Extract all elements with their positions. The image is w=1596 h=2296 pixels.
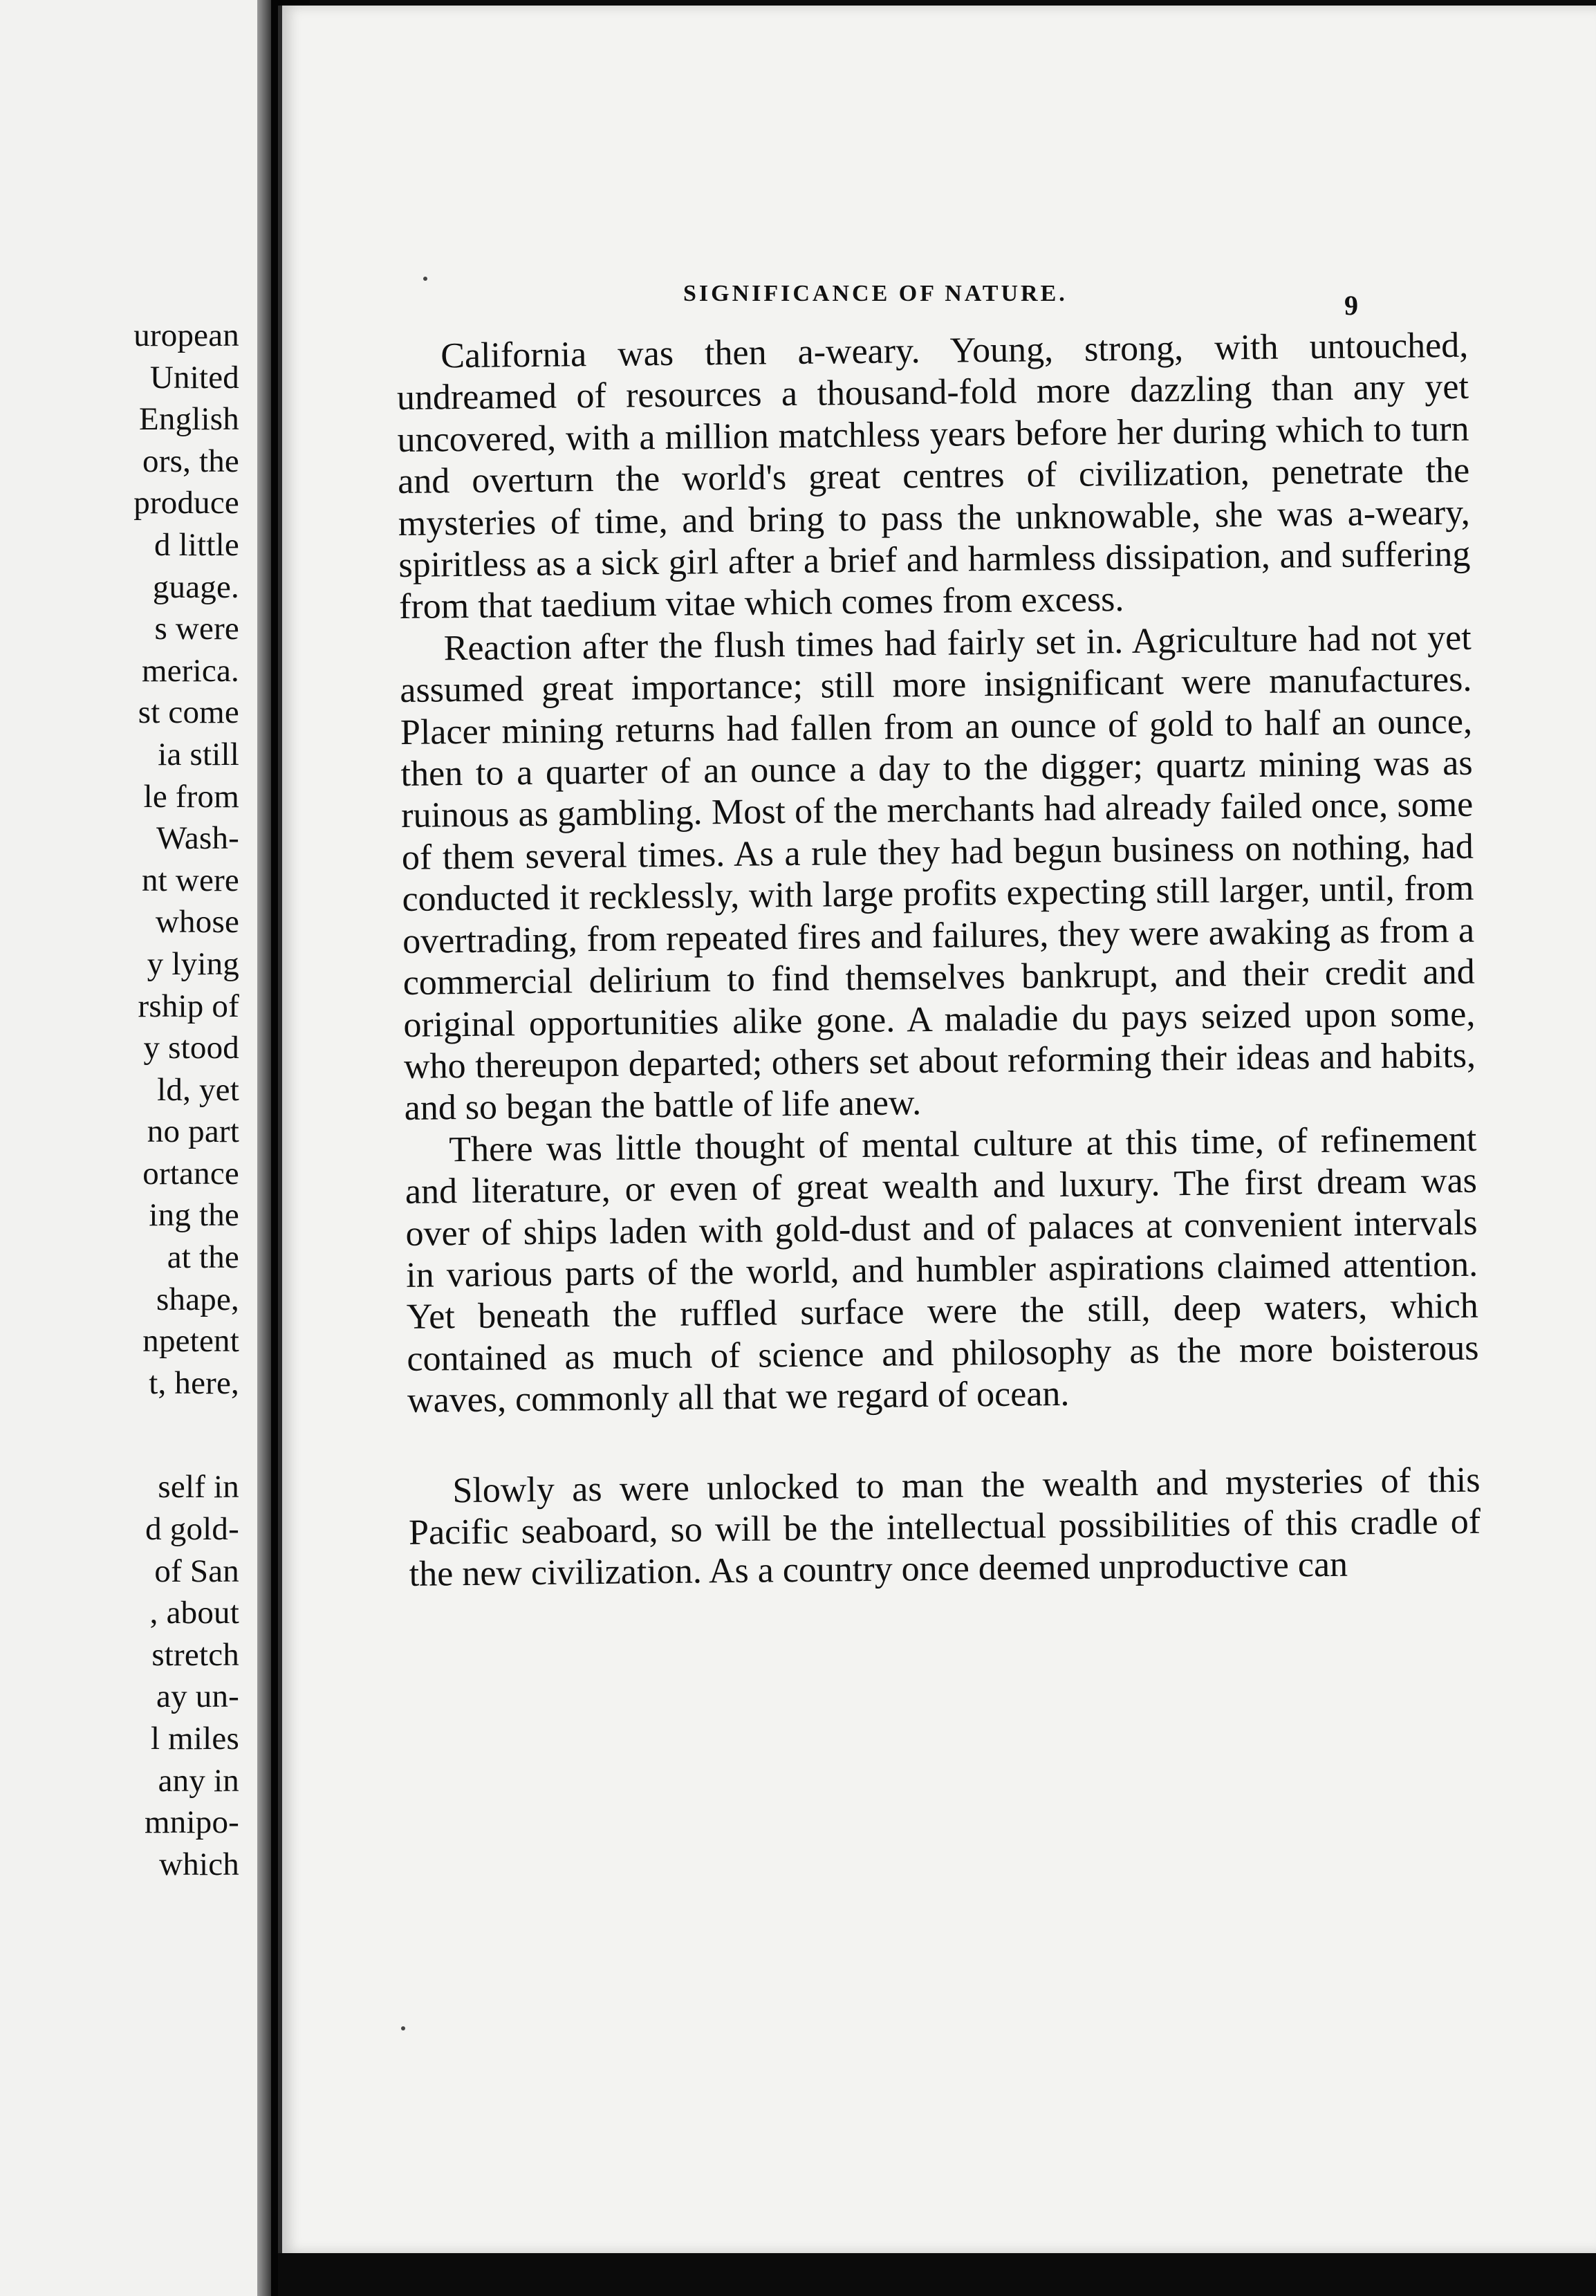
left-page-line: , about [149,1595,239,1631]
left-page-line: t, here, [149,1364,239,1401]
left-page-line [133,1404,239,1466]
left-page-line: ay un- [156,1678,239,1715]
paragraph-1: California was then a-weary. Young, strong, with untouched, undreamed of resources a thousand-fold more dazzling than any yet uncovered, with a million matchless years before her during which to turn and overturn the world's great centres of civilization, penetrate the mysteries of time, and bring to pass the unknowable, she was a-weary, spiritless as a sick girl after a brief and harmless dissipation, and suffering from that taedium vitae which comes from excess. [396,325,1471,627]
left-page-line: d little [154,526,239,563]
left-page-text [133,315,239,1885]
paragraph-3: There was little thought of mental culture at this time, of refinement and literature, or even of great wealth and luxury. The first dream was over of ships laden with gold-dust and of palaces at convenient intervals in various parts of the world, and humbler aspirations claimed attention. Yet beneath the ruffled surface were the still, deep waters, which contained as much of science and philosophy as the more boisterous waves, commonly all that we regard of ocean. [405,1119,1479,1421]
left-page-line: y stood [143,1030,239,1066]
left-page-line: which [159,1846,239,1882]
running-header: SIGNIFICANCE OF NATURE. [683,281,1068,306]
left-page-line: ors, the [142,443,239,479]
left-page-line: ortance [142,1155,239,1192]
left-page-line: ing the [149,1197,239,1234]
left-page-line: Wash- [156,820,239,857]
left-page-line: npetent [142,1323,239,1360]
scan-bottom-edge [278,2253,1596,2296]
print-speck [423,277,427,281]
left-page-line: stretch [151,1636,239,1673]
left-page-line: ia still [158,736,239,772]
right-page [278,6,1596,2253]
left-page-line: rship of [138,988,239,1024]
left-page-line: shape, [156,1281,239,1317]
paragraph-2: Reaction after the flush times had fairly set in. Agriculture had not yet assumed great importance; still more insignificant were manufactures. Placer mining returns had fallen from an ounce of gold to half an ounce, then to a quarter of an ounce a day to the digger; quartz mining was as ruinous as gambling. Most of the merchants had already failed once, some of them several times. As a rule they had begun business on nothing, had conducted it recklessly, with large profits expecting still larger, until, from overtrading, from repeated fires and failures, they were awaking as from a commercial delirium to find themselves bankrupt, and their credit and original opportunities alike gone. A maladie du pays seized upon some, who thereupon departed; others set about reforming their ideas and habits, and so began the battle of life anew. [400,618,1476,1129]
left-page-line: no part [147,1113,239,1150]
left-page-line: s were [154,611,239,647]
left-page-line: le from [143,778,239,815]
left-page-line: mnipo- [145,1804,239,1841]
left-page-line: self in [158,1469,239,1506]
left-page-line: whose [155,904,239,941]
left-page-line: any in [158,1762,239,1799]
left-page-line: of San [154,1553,239,1589]
left-page-line: English [138,401,239,438]
paragraph-4: Slowly as were unlocked to man the wealth and mysteries of this Pacific seaboard, so will be the intellectual possibilities of this cradle of the new civilization. As a country once deemed unproductive can [408,1460,1481,1595]
page-number: 9 [1344,290,1358,321]
left-page-line: guage. [152,568,239,605]
left-page-line: l miles [150,1721,239,1757]
left-page-line: at the [167,1239,239,1276]
book-spine-edge [257,0,271,2296]
left-page-line: nt were [141,862,239,898]
left-page-line: d gold- [145,1511,239,1548]
left-page-line: ld, yet [157,1071,239,1108]
left-page-line: uropean [133,317,239,353]
left-page-line: produce [133,485,239,521]
left-page-line: st come [138,694,239,731]
print-speck [401,2026,405,2030]
left-page-line: y lying [147,945,239,982]
left-facing-page [0,0,257,2296]
left-page-line: merica. [141,652,239,689]
page-body [396,325,1481,1596]
left-page-line: United [149,359,239,396]
